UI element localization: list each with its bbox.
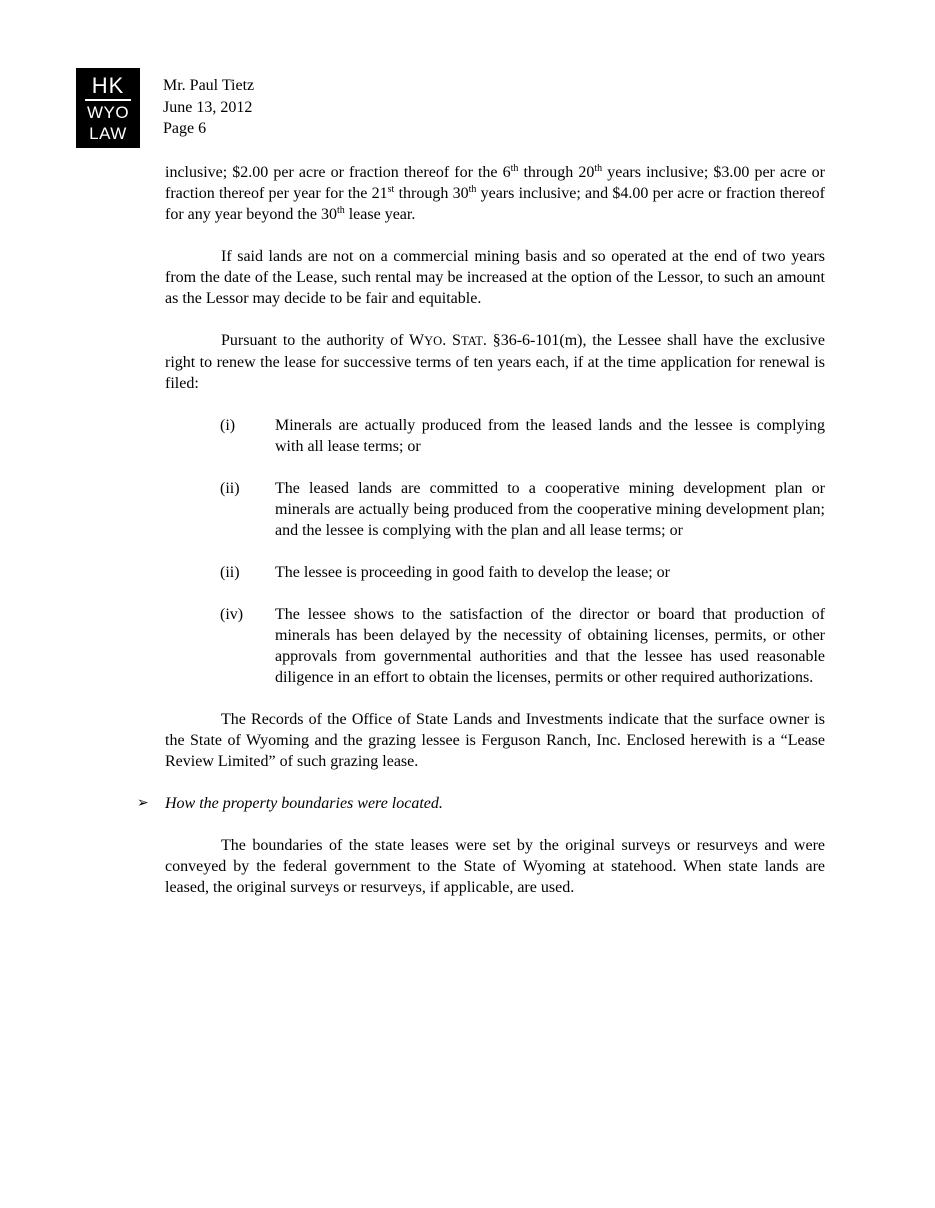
records-paragraph: The Records of the Office of State Lands and Investments indicate that the surface owner is the State of Wyoming and the grazing lessee is Ferguson Ranch, Inc. Enclosed herewith is a “Lease Review Limited” of such grazing lease. — [165, 711, 825, 770]
list-item-text: The lessee is proceeding in good faith to develop the lease; or — [275, 564, 670, 581]
recipient-name: Mr. Paul Tietz — [163, 77, 255, 94]
logo-line-hk: HK — [91, 73, 125, 98]
section-heading: How the property boundaries were located. — [165, 795, 443, 812]
letter-header — [163, 75, 254, 140]
commercial-mining-paragraph: If said lands are not on a commercial mining basis and so operated at the end of two years from the date of the Lease, such rental may be increased at the option of the Lessor, to such an amount as the Lessor may decide to be fair and equitable. — [165, 248, 825, 307]
list-item-text: The leased lands are committed to a cooperative mining development plan or minerals are actually being produced from the cooperative mining development plan; and the lessee is complying with the plan and all lease terms; or — [275, 480, 825, 539]
list-item — [220, 604, 825, 688]
section-bullet — [137, 793, 825, 814]
list-item-number: (ii) — [220, 564, 240, 581]
list-item-number: (iv) — [220, 606, 244, 623]
letter-body — [137, 162, 826, 919]
list-item — [220, 478, 825, 541]
list-item-text: The lessee shows to the satisfaction of the director or board that production of minerals has been delayed by the necessity of obtaining licenses, permits, or other approvals from governmental authorities and that the lessee has used reasonable diligence in an effort to obtain the licenses, permits or other required authorizations. — [275, 606, 825, 686]
list-item-text: Minerals are actually produced from the leased lands and the lessee is complying with all lease terms; or — [275, 417, 825, 455]
renewal-paragraph: Pursuant to the authority of WYO. STAT. §36-6-101(m), the Lessee shall have the exclusive right to renew the lease for successive terms of ten years each, if at the time application for renewal is filed: — [165, 332, 825, 392]
firm-logo — [76, 68, 140, 148]
logo-line-wyo: WYO — [86, 103, 130, 122]
list-item — [220, 562, 825, 583]
list-item-number: (i) — [220, 417, 236, 434]
letter-date: June 13, 2012 — [163, 98, 253, 116]
page-number: Page 6 — [163, 120, 207, 137]
logo-line-law: LAW — [89, 124, 127, 143]
list-item — [220, 415, 825, 457]
arrowhead-bullet-icon: ➢ — [137, 796, 149, 811]
rental-paragraph: inclusive; $2.00 per acre or fraction thereof for the 6th through 20th years inclusive; $3.00 per acre or fraction thereof per year for the 21st through 30th years inclusive; and $4.00 per acre or fraction thereof for any year beyond the 30th lease year. — [165, 163, 826, 223]
boundaries-paragraph: The boundaries of the state leases were set by the original surveys or resurveys and were conveyed by the federal government to the State of Wyoming at statehood. When state lands are leased, the original surveys or resurveys, if applicable, are used. — [165, 837, 825, 896]
logo-divider — [85, 99, 131, 101]
list-item-number: (ii) — [220, 480, 240, 497]
